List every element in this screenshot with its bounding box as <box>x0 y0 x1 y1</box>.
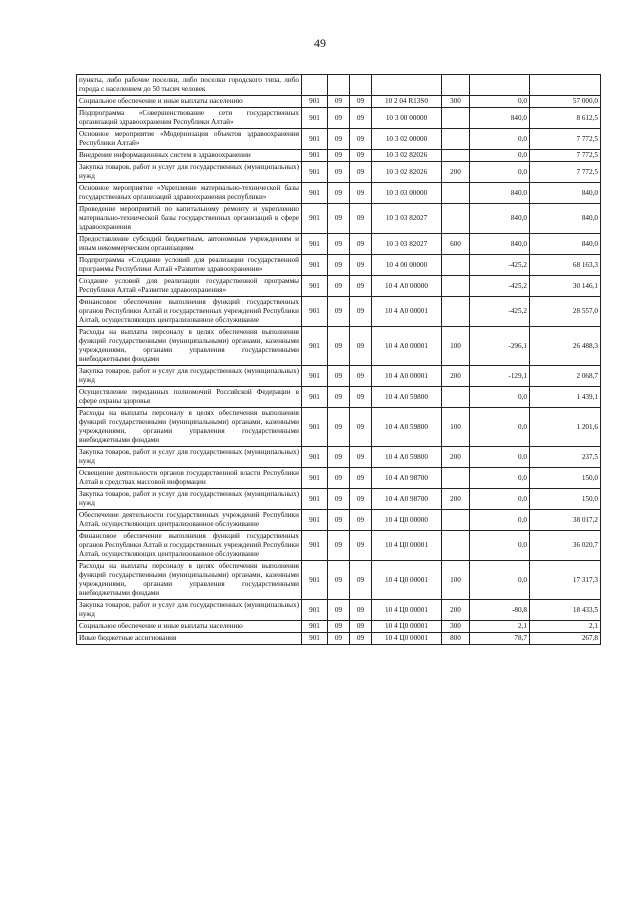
row-name-cell: Осуществление переданных полномочий Российской Федерации в сфере охраны здоровья <box>77 387 302 408</box>
row-subsection-cell: 09 <box>350 297 372 327</box>
row-section-cell: 09 <box>328 129 350 150</box>
row-name-cell: Создание условий для реализации государственной программы Республики Алтай «Развитие здравоохранения» <box>77 276 302 297</box>
row-glava-cell: 901 <box>302 234 328 255</box>
row-expense-type-cell <box>442 108 470 129</box>
row-target-article-cell: 10 4 А0 59800 <box>372 408 442 447</box>
row-subsection-cell: 09 <box>350 162 372 183</box>
row-target-article-cell: 10 3 02 00000 <box>372 129 442 150</box>
row-target-article-cell: 10 4 Ц0 00000 <box>372 510 442 531</box>
table-row <box>77 468 601 489</box>
row-expense-type-cell <box>442 276 470 297</box>
row-expense-type-cell: 100 <box>442 561 470 600</box>
row-name-cell: Финансовое обеспечение выполнения функций государственных органов Республики Алтай и государственных учреждений Республики Алтай, осуществляющих централизованное обслуживание <box>77 297 302 327</box>
row-name-cell: Финансовое обеспечение выполнения функций государственных органов Республики Алтай и государственных учреждений Республики Алтай, осуществляющих централизованное обслуживание <box>77 531 302 561</box>
row-expense-type-cell: 800 <box>442 633 470 645</box>
budget-table <box>76 74 601 645</box>
row-glava-cell: 901 <box>302 408 328 447</box>
row-total-amount-cell: 150,0 <box>530 468 601 489</box>
row-name-cell: Закупка товаров, работ и услуг для государственных (муниципальных) нужд <box>77 162 302 183</box>
row-subsection-cell: 09 <box>350 96 372 108</box>
table-row <box>77 531 601 561</box>
table-row <box>77 489 601 510</box>
row-name-cell: Освещение деятельности органов государственной власти Республики Алтай в средствах массовой информации <box>77 468 302 489</box>
row-change-amount-cell: 78,7 <box>470 633 530 645</box>
row-total-amount-cell: 57 000,0 <box>530 96 601 108</box>
row-total-amount-cell: 8 612,5 <box>530 108 601 129</box>
table-row <box>77 75 601 96</box>
row-total-amount-cell: 38 017,2 <box>530 510 601 531</box>
row-target-article-cell: 10 4 Ц0 00001 <box>372 561 442 600</box>
row-name-cell: Основное мероприятие «Модернизация объектов здравоохранения Республики Алтай» <box>77 129 302 150</box>
table-row <box>77 600 601 621</box>
row-total-amount-cell: 1 201,6 <box>530 408 601 447</box>
row-total-amount-cell: 1 439,1 <box>530 387 601 408</box>
row-glava-cell: 901 <box>302 561 328 600</box>
row-name-cell: Социальное обеспечение и иные выплаты населению <box>77 96 302 108</box>
row-subsection-cell: 09 <box>350 468 372 489</box>
row-target-article-cell: 10 4 Ц0 00001 <box>372 531 442 561</box>
row-subsection-cell: 09 <box>350 204 372 234</box>
row-expense-type-cell: 200 <box>442 447 470 468</box>
row-subsection-cell <box>350 75 372 96</box>
row-glava-cell: 901 <box>302 489 328 510</box>
row-total-amount-cell: 17 317,3 <box>530 561 601 600</box>
row-change-amount-cell: 0,0 <box>470 510 530 531</box>
row-target-article-cell: 10 3 00 00000 <box>372 108 442 129</box>
table-row <box>77 234 601 255</box>
row-expense-type-cell <box>442 204 470 234</box>
row-name-cell: Закупка товаров, работ и услуг для государственных (муниципальных) нужд <box>77 447 302 468</box>
table-row <box>77 297 601 327</box>
row-section-cell: 09 <box>328 327 350 366</box>
row-change-amount-cell: -425,2 <box>470 297 530 327</box>
row-glava-cell: 901 <box>302 366 328 387</box>
row-section-cell <box>328 75 350 96</box>
row-total-amount-cell: 18 433,5 <box>530 600 601 621</box>
row-change-amount-cell: 0,0 <box>470 561 530 600</box>
row-glava-cell: 901 <box>302 96 328 108</box>
row-section-cell: 09 <box>328 408 350 447</box>
row-expense-type-cell <box>442 297 470 327</box>
row-section-cell: 09 <box>328 531 350 561</box>
row-expense-type-cell: 100 <box>442 408 470 447</box>
row-target-article-cell: 10 4 А0 98700 <box>372 468 442 489</box>
table-body <box>77 75 601 645</box>
row-glava-cell: 901 <box>302 276 328 297</box>
row-expense-type-cell: 300 <box>442 96 470 108</box>
row-subsection-cell: 09 <box>350 387 372 408</box>
row-subsection-cell: 09 <box>350 531 372 561</box>
row-glava-cell: 901 <box>302 129 328 150</box>
row-subsection-cell: 09 <box>350 183 372 204</box>
row-section-cell: 09 <box>328 96 350 108</box>
row-change-amount-cell: 0,0 <box>470 447 530 468</box>
row-change-amount-cell: 840,0 <box>470 108 530 129</box>
table-row <box>77 621 601 633</box>
row-target-article-cell: 10 4 А0 00001 <box>372 327 442 366</box>
row-expense-type-cell <box>442 129 470 150</box>
row-subsection-cell: 09 <box>350 276 372 297</box>
row-target-article-cell: 10 4 А0 00001 <box>372 366 442 387</box>
row-section-cell: 09 <box>328 255 350 276</box>
row-target-article-cell: 10 4 А0 00001 <box>372 297 442 327</box>
row-total-amount-cell: 267,8 <box>530 633 601 645</box>
row-total-amount-cell: 2 068,7 <box>530 366 601 387</box>
row-total-amount-cell: 30 146,1 <box>530 276 601 297</box>
row-name-cell: Проведение мероприятий по капитальному ремонту и укреплению материально-технической базы государственных организаций в сфере здравоохранения <box>77 204 302 234</box>
table-row <box>77 447 601 468</box>
row-change-amount-cell: -425,2 <box>470 276 530 297</box>
row-change-amount-cell: 0,0 <box>470 408 530 447</box>
row-change-amount-cell: 0,0 <box>470 489 530 510</box>
row-change-amount-cell: 840,0 <box>470 183 530 204</box>
table-row <box>77 96 601 108</box>
row-target-article-cell: 10 4 А0 98700 <box>372 489 442 510</box>
row-glava-cell: 901 <box>302 387 328 408</box>
row-target-article-cell: 10 4 А0 59800 <box>372 387 442 408</box>
row-section-cell: 09 <box>328 510 350 531</box>
row-name-cell: Подпрограмма «Совершенствование сети государственных организаций здравоохранения Республики Алтай» <box>77 108 302 129</box>
row-section-cell: 09 <box>328 561 350 600</box>
row-name-cell: Расходы на выплаты персоналу в целях обеспечения выполнения функций государственными (муниципальными) органами, казенными учреждениями, органами управления государственными внебюджетными фондами <box>77 327 302 366</box>
row-expense-type-cell <box>442 75 470 96</box>
row-section-cell: 09 <box>328 387 350 408</box>
row-name-cell: Закупка товаров, работ и услуг для государственных (муниципальных) нужд <box>77 600 302 621</box>
table-row <box>77 408 601 447</box>
row-target-article-cell: 10 3 03 00000 <box>372 183 442 204</box>
row-section-cell: 09 <box>328 366 350 387</box>
row-change-amount-cell: 0,0 <box>470 129 530 150</box>
row-change-amount-cell: 0,0 <box>470 96 530 108</box>
row-name-cell: Закупка товаров, работ и услуг для государственных (муниципальных) нужд <box>77 366 302 387</box>
row-total-amount-cell: 36 020,7 <box>530 531 601 561</box>
row-target-article-cell: 10 3 02 82026 <box>372 150 442 162</box>
page-number: 49 <box>314 36 326 50</box>
row-subsection-cell: 09 <box>350 489 372 510</box>
row-glava-cell: 901 <box>302 183 328 204</box>
row-expense-type-cell <box>442 183 470 204</box>
row-name-cell: Внедрение информационных систем в здравоохранении <box>77 150 302 162</box>
row-glava-cell: 901 <box>302 255 328 276</box>
row-expense-type-cell: 600 <box>442 234 470 255</box>
row-total-amount-cell: 840,0 <box>530 204 601 234</box>
row-target-article-cell: 10 4 А0 00000 <box>372 276 442 297</box>
row-subsection-cell: 09 <box>350 129 372 150</box>
row-section-cell: 09 <box>328 183 350 204</box>
table-row <box>77 276 601 297</box>
row-section-cell: 09 <box>328 297 350 327</box>
row-name-cell: Основное мероприятие «Укрепление материально-технической базы государственных организаций здравоохранения республики» <box>77 183 302 204</box>
row-subsection-cell: 09 <box>350 234 372 255</box>
table-row <box>77 510 601 531</box>
row-section-cell: 09 <box>328 447 350 468</box>
row-section-cell: 09 <box>328 468 350 489</box>
row-subsection-cell: 09 <box>350 510 372 531</box>
row-glava-cell: 901 <box>302 204 328 234</box>
row-name-cell: Обеспечение деятельности государственных учреждений Республики Алтай, осуществляющих централизованное обслуживание <box>77 510 302 531</box>
row-total-amount-cell: 840,0 <box>530 183 601 204</box>
row-total-amount-cell: 7 772,5 <box>530 150 601 162</box>
row-target-article-cell: 10 4 00 00000 <box>372 255 442 276</box>
row-glava-cell: 901 <box>302 162 328 183</box>
row-target-article-cell: 10 3 03 82027 <box>372 204 442 234</box>
row-expense-type-cell: 300 <box>442 621 470 633</box>
table-row <box>77 633 601 645</box>
row-name-cell: Подпрограмма «Создание условий для реализации государственной программы Республики Алтай «Развитие здравоохранения» <box>77 255 302 276</box>
row-total-amount-cell: 7 772,5 <box>530 162 601 183</box>
row-change-amount-cell: 0,0 <box>470 150 530 162</box>
row-glava-cell: 901 <box>302 600 328 621</box>
row-subsection-cell: 09 <box>350 600 372 621</box>
row-subsection-cell: 09 <box>350 447 372 468</box>
row-total-amount-cell <box>530 75 601 96</box>
row-change-amount-cell: 840,0 <box>470 234 530 255</box>
row-name-cell: Предоставление субсидий бюджетным, автономным учреждениям и иным некоммерческим организациям <box>77 234 302 255</box>
table-row <box>77 387 601 408</box>
row-target-article-cell: 10 3 02 82026 <box>372 162 442 183</box>
row-change-amount-cell: 0,0 <box>470 531 530 561</box>
row-name-cell: Социальное обеспечение и иные выплаты населению <box>77 621 302 633</box>
row-total-amount-cell: 2,1 <box>530 621 601 633</box>
row-total-amount-cell: 150,0 <box>530 489 601 510</box>
row-subsection-cell: 09 <box>350 633 372 645</box>
table-row <box>77 108 601 129</box>
row-subsection-cell: 09 <box>350 366 372 387</box>
row-target-article-cell <box>372 75 442 96</box>
row-target-article-cell: 10 4 Ц0 00001 <box>372 621 442 633</box>
row-total-amount-cell: 840,0 <box>530 234 601 255</box>
row-change-amount-cell: 840,0 <box>470 204 530 234</box>
table-row <box>77 561 601 600</box>
row-change-amount-cell: 2,1 <box>470 621 530 633</box>
row-expense-type-cell: 200 <box>442 489 470 510</box>
table-row <box>77 129 601 150</box>
row-section-cell: 09 <box>328 621 350 633</box>
row-name-cell: Расходы на выплаты персоналу в целях обеспечения выполнения функций государственными (муниципальными) органами, казенными учреждениями, органами управления государственными внебюджетными фондами <box>77 408 302 447</box>
row-name-cell: Иные бюджетные ассигнования <box>77 633 302 645</box>
table-row <box>77 150 601 162</box>
row-expense-type-cell: 100 <box>442 327 470 366</box>
row-total-amount-cell: 68 163,3 <box>530 255 601 276</box>
row-expense-type-cell <box>442 255 470 276</box>
row-section-cell: 09 <box>328 150 350 162</box>
row-expense-type-cell <box>442 510 470 531</box>
row-target-article-cell: 10 4 Ц0 00001 <box>372 633 442 645</box>
table-row <box>77 162 601 183</box>
row-name-cell: Закупка товаров, работ и услуг для государственных (муниципальных) нужд <box>77 489 302 510</box>
row-total-amount-cell: 7 772,5 <box>530 129 601 150</box>
row-change-amount-cell: -296,1 <box>470 327 530 366</box>
row-glava-cell <box>302 75 328 96</box>
row-change-amount-cell: -425,2 <box>470 255 530 276</box>
row-expense-type-cell: 200 <box>442 366 470 387</box>
row-total-amount-cell: 26 488,3 <box>530 327 601 366</box>
row-subsection-cell: 09 <box>350 561 372 600</box>
row-glava-cell: 901 <box>302 108 328 129</box>
row-change-amount-cell: -129,1 <box>470 366 530 387</box>
row-glava-cell: 901 <box>302 621 328 633</box>
row-glava-cell: 901 <box>302 633 328 645</box>
row-section-cell: 09 <box>328 234 350 255</box>
row-subsection-cell: 09 <box>350 150 372 162</box>
row-change-amount-cell: 0,0 <box>470 162 530 183</box>
row-change-amount-cell: -80,8 <box>470 600 530 621</box>
row-name-cell: Расходы на выплаты персоналу в целях обеспечения выполнения функций государственными (муниципальными) органами, казенными учреждениями, органами управления государственными внебюджетными фондами <box>77 561 302 600</box>
row-expense-type-cell: 200 <box>442 162 470 183</box>
row-expense-type-cell <box>442 387 470 408</box>
row-glava-cell: 901 <box>302 150 328 162</box>
row-section-cell: 09 <box>328 489 350 510</box>
row-expense-type-cell <box>442 531 470 561</box>
row-target-article-cell: 10 4 Ц0 00001 <box>372 600 442 621</box>
row-glava-cell: 901 <box>302 447 328 468</box>
row-glava-cell: 901 <box>302 327 328 366</box>
row-subsection-cell: 09 <box>350 108 372 129</box>
row-section-cell: 09 <box>328 108 350 129</box>
row-total-amount-cell: 237,5 <box>530 447 601 468</box>
row-target-article-cell: 10 2 04 R13S0 <box>372 96 442 108</box>
row-target-article-cell: 10 4 А0 59800 <box>372 447 442 468</box>
row-expense-type-cell <box>442 150 470 162</box>
row-subsection-cell: 09 <box>350 327 372 366</box>
table-row <box>77 327 601 366</box>
row-total-amount-cell: 28 557,0 <box>530 297 601 327</box>
row-section-cell: 09 <box>328 600 350 621</box>
row-section-cell: 09 <box>328 162 350 183</box>
row-section-cell: 09 <box>328 633 350 645</box>
row-subsection-cell: 09 <box>350 621 372 633</box>
table-row <box>77 366 601 387</box>
row-glava-cell: 901 <box>302 468 328 489</box>
row-section-cell: 09 <box>328 276 350 297</box>
row-section-cell: 09 <box>328 204 350 234</box>
table-row <box>77 183 601 204</box>
row-change-amount-cell <box>470 75 530 96</box>
row-glava-cell: 901 <box>302 531 328 561</box>
row-change-amount-cell: 0,0 <box>470 468 530 489</box>
row-target-article-cell: 10 3 03 82027 <box>372 234 442 255</box>
row-expense-type-cell: 200 <box>442 600 470 621</box>
row-subsection-cell: 09 <box>350 255 372 276</box>
row-glava-cell: 901 <box>302 297 328 327</box>
table-row <box>77 255 601 276</box>
row-glava-cell: 901 <box>302 510 328 531</box>
row-name-cell: пункты, либо рабочие поселки, либо поселки городского типа, либо города с населением до 50 тысяч человек <box>77 75 302 96</box>
row-expense-type-cell <box>442 468 470 489</box>
row-change-amount-cell: 0,0 <box>470 387 530 408</box>
row-subsection-cell: 09 <box>350 408 372 447</box>
table-row <box>77 204 601 234</box>
